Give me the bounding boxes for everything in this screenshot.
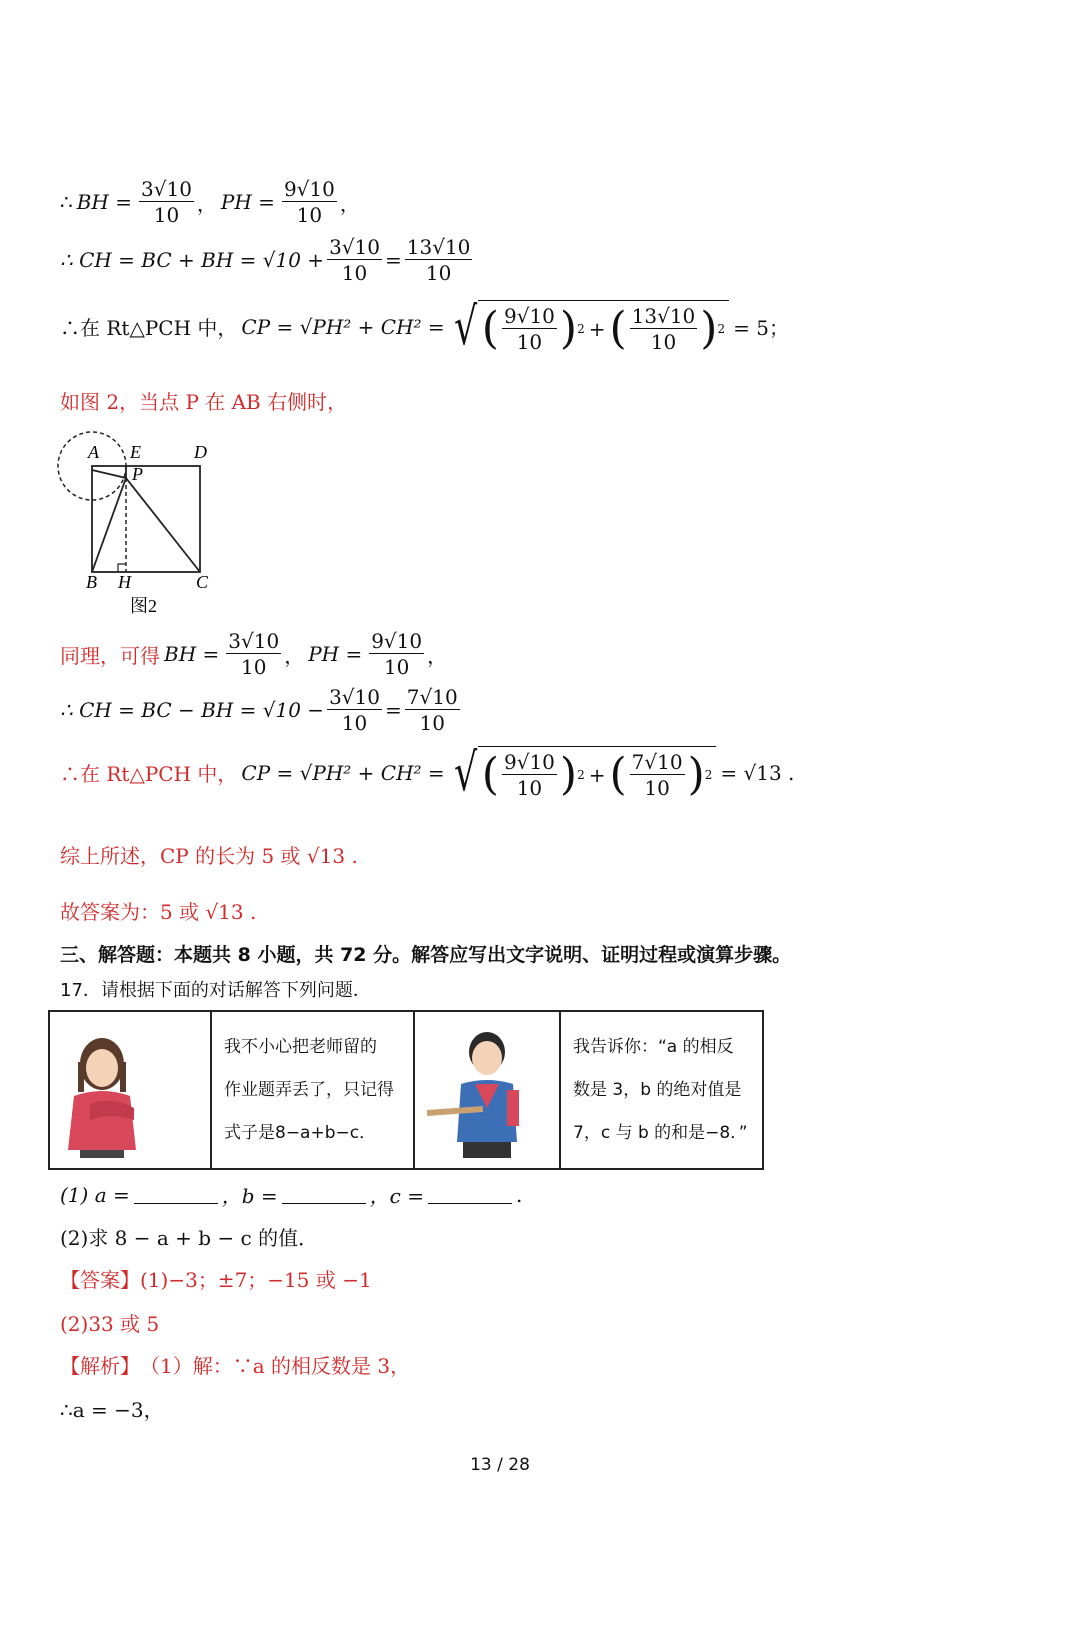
label-a: A xyxy=(88,442,99,462)
ch-expression: ∴ CH = BC + BH = √10 + xyxy=(60,248,325,272)
fig2-intro: 如图 2，当点 P 在 AB 右侧时， xyxy=(60,390,348,414)
eq-bh-ph-2 xyxy=(60,630,447,678)
section-heading: 三、解答题：本题共 8 小题，共 72 分。解答应写出文字说明、证明过程或演算步骤。 xyxy=(60,944,792,966)
girl-line-1: 我不小心把老师留的 xyxy=(224,1037,377,1057)
girl-illustration xyxy=(50,1012,210,1164)
ch-diff-fraction-2: $\frac{7√10}{10}$ xyxy=(406,685,458,735)
separator: ， xyxy=(196,191,217,216)
answer-line: 故答案为：5 或 √13 . xyxy=(60,900,257,924)
boy-illustration xyxy=(415,1012,559,1164)
therefore-symbol: ∴ xyxy=(60,190,73,214)
segment-bp xyxy=(92,478,126,572)
eq-ch-diff xyxy=(60,686,463,734)
cp-result-2: = √13 . xyxy=(720,760,795,785)
right-angle-mark xyxy=(118,564,126,572)
analysis-text: （1）解：∵a 的相反数是 3， xyxy=(140,1354,411,1378)
boy-speech-cell xyxy=(561,1012,762,1168)
label-b: B xyxy=(86,572,97,592)
answer-part-1 xyxy=(60,1264,372,1293)
answer-blank-c[interactable] xyxy=(428,1185,512,1204)
question-17: 17．请根据下面的对话解答下列问题． xyxy=(60,980,371,1001)
separator: ， xyxy=(284,643,305,668)
ph-label: PH = xyxy=(220,190,275,214)
equals: = xyxy=(384,248,402,272)
cp-formula-2: CP = √PH² + CH² = xyxy=(241,760,445,785)
analysis-label: 【解析】 xyxy=(60,1354,140,1378)
part-2: (2)求 8 − a + b − c 的值． xyxy=(60,1226,319,1250)
eq-bh-ph xyxy=(60,178,360,226)
eq-ch-sum xyxy=(60,236,475,284)
label-d: D xyxy=(194,442,207,462)
part-1-end: . xyxy=(515,1182,523,1207)
bh-label-2: BH = xyxy=(164,642,220,666)
bh-fraction: $\frac{3√10}{10}$ xyxy=(141,177,192,227)
label-p: P xyxy=(132,464,143,484)
answer-part-2: (2)33 或 5 xyxy=(60,1312,160,1336)
label-c: C xyxy=(196,572,209,592)
part-1-a: (1) a = xyxy=(60,1182,130,1207)
girl-line-2: 作业题弄丢了，只记得 xyxy=(224,1080,394,1100)
analysis-next: ∴a = −3， xyxy=(60,1398,164,1422)
part-1-c: ，c = xyxy=(369,1184,424,1208)
girl-illustration-cell xyxy=(50,1012,212,1168)
label-h: H xyxy=(118,572,131,592)
boy-line-3: 7，c 与 b 的和是−8．” xyxy=(573,1123,748,1143)
big-root: √ ( $\frac{9√10}{10}$ ) 2 + ( $\frac{13√10}{10}$ ) 2 xyxy=(449,300,729,353)
cp-formula: CP = √PH² + CH² = xyxy=(241,314,445,339)
figure-2 xyxy=(50,428,230,618)
ph-fraction-2: $\frac{9√10}{10}$ xyxy=(371,629,423,679)
segment-ap xyxy=(92,470,126,478)
separator: ， xyxy=(339,191,360,216)
equals: = xyxy=(384,698,402,722)
answer-blank-a[interactable] xyxy=(134,1185,218,1204)
ch-diff-fraction-1: $\frac{3√10}{10}$ xyxy=(329,685,380,735)
summary-line: 综上所述，CP 的长为 5 或 √13 . xyxy=(60,844,358,868)
answer-label: 【答案】 xyxy=(60,1268,140,1292)
analysis-line xyxy=(60,1350,410,1379)
girl-speech-cell xyxy=(212,1012,415,1168)
bh-fraction-2: $\frac{3√10}{10}$ xyxy=(228,629,280,679)
answer-p1: (1)−3；±7；−15 或 −1 xyxy=(140,1268,372,1292)
boy-line-2: 数是 3，b 的绝对值是 xyxy=(573,1080,742,1100)
figure-caption: 图2 xyxy=(130,596,157,616)
label-e: E xyxy=(130,442,141,462)
page-number: 13 / 28 xyxy=(470,1455,530,1475)
cp-result: = 5； xyxy=(733,316,789,340)
big-root-2: √ ( $\frac{9√10}{10}$ ) 2 + ( $\frac{7√10}{10}$ ) 2 xyxy=(449,746,717,799)
ph-label-2: PH = xyxy=(308,642,363,666)
separator: ， xyxy=(427,643,448,668)
ch-fraction-1: $\frac{3√10}{10}$ xyxy=(329,235,380,285)
segment-pc xyxy=(126,478,200,572)
ph-fraction: $\frac{9√10}{10}$ xyxy=(283,177,335,227)
part-1-b: ，b = xyxy=(221,1184,278,1208)
eq-cp-2 xyxy=(60,742,798,803)
ch-fraction-2: $\frac{13√10}{10}$ xyxy=(406,235,471,285)
ch-diff-expression: ∴ CH = BC − BH = √10 − xyxy=(60,698,325,722)
bh-label: BH = xyxy=(76,190,132,214)
cp-prefix-2: ∴在 Rt△PCH 中， xyxy=(60,762,238,786)
similar-prefix: 同理，可得 xyxy=(60,643,160,668)
girl-line-3: 式子是8−a+b−c． xyxy=(224,1123,377,1143)
cp-prefix: ∴在 Rt△PCH 中， xyxy=(60,316,238,340)
answer-blank-b[interactable] xyxy=(282,1185,366,1204)
eq-cp-1 xyxy=(60,296,793,357)
boy-illustration-cell xyxy=(415,1012,561,1168)
dialog-table xyxy=(48,1010,764,1170)
boy-line-1: 我告诉你：“a 的相反 xyxy=(573,1037,734,1057)
part-1 xyxy=(60,1180,522,1209)
square-abcd xyxy=(92,466,200,572)
